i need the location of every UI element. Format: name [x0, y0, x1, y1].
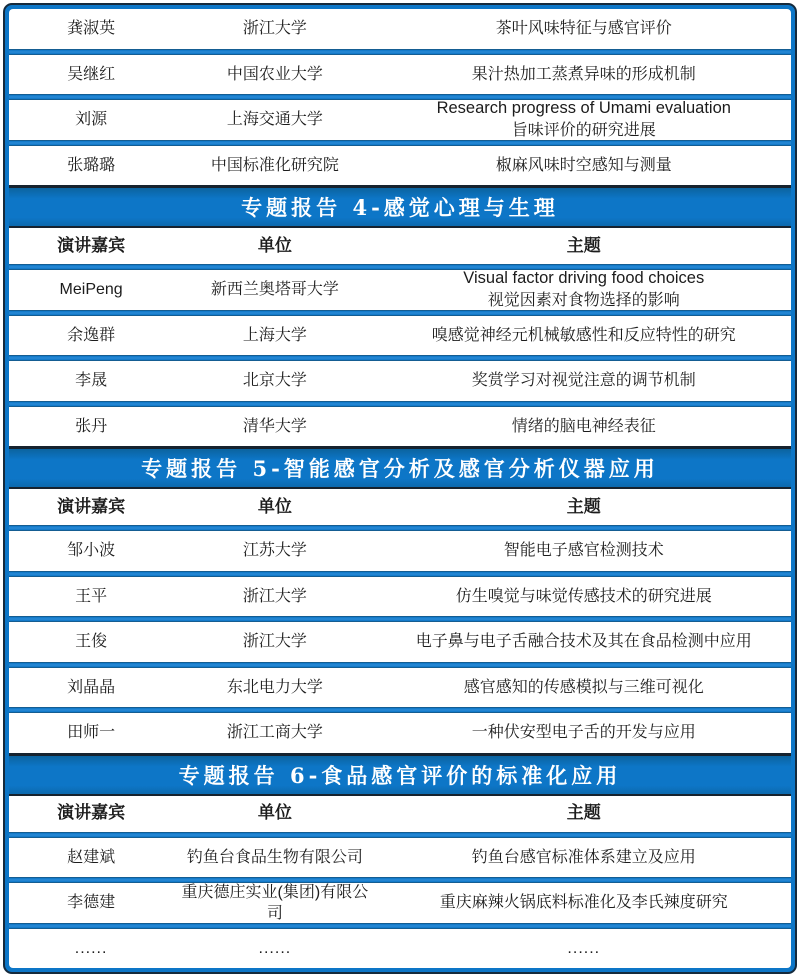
topic-cell: 情绪的脑电神经表征 — [511, 417, 656, 435]
org-cell: 浙江大学 — [242, 633, 307, 651]
topic-cell: 钓鱼台感官标准体系建立及应用 — [471, 848, 696, 866]
speaker-cell: 李德建 — [67, 894, 116, 912]
section-title: 专题报告 6-食品感官评价的标准化应用 — [178, 762, 622, 788]
table-row — [9, 577, 791, 617]
table-row — [9, 361, 791, 401]
speaker-cell: 刘晶晶 — [67, 678, 116, 696]
topic-cell — [377, 98, 791, 141]
topic-cell: ...... — [567, 939, 601, 957]
topic-line-en: Research progress of Umami evaluation — [436, 99, 731, 118]
topic-cell: 果汁热加工蒸煮异味的形成机制 — [471, 65, 696, 83]
speaker-cell: 刘源 — [75, 111, 108, 129]
topic-cell: 智能电子感官检测技术 — [503, 542, 664, 560]
table-row — [9, 668, 791, 708]
org-cell: 中国农业大学 — [226, 65, 323, 83]
table-row — [9, 270, 791, 310]
table-row — [9, 929, 791, 969]
table-row — [9, 9, 791, 49]
org-cell: 浙江大学 — [242, 20, 307, 38]
org-cell: 钓鱼台食品生物有限公司 — [186, 848, 363, 866]
topic-cell: 椒麻风味时空感知与测量 — [495, 156, 672, 174]
column-header-row — [9, 796, 791, 832]
table-row — [9, 838, 791, 878]
org-cell: 清华大学 — [242, 417, 307, 435]
speaker-cell: 李晟 — [75, 372, 108, 390]
column-header-org: 单位 — [257, 496, 292, 516]
column-header-topic: 主题 — [566, 496, 601, 516]
section-header — [9, 753, 791, 796]
table-row — [9, 622, 791, 662]
org-cell: 中国标准化研究院 — [210, 156, 339, 174]
speaker-cell: 王平 — [75, 587, 108, 605]
org-cell: ...... — [258, 939, 292, 957]
topic-cell: 茶叶风味特征与感官评价 — [495, 20, 672, 38]
section-title: 专题报告 5-智能感官分析及感官分析仪器应用 — [141, 456, 659, 481]
topic-cell: 电子鼻与电子舌融合技术及其在食品检测中应用 — [415, 633, 752, 651]
table-row — [9, 146, 791, 186]
column-header-topic: 主题 — [566, 235, 601, 255]
column-header-org: 单位 — [257, 803, 292, 823]
table-row — [9, 55, 791, 95]
program-table — [3, 3, 797, 974]
org-cell: 重庆德庄实业(集团)有限公司 — [181, 883, 369, 922]
column-header-speaker: 演讲嘉宾 — [57, 235, 126, 255]
topic-cell — [377, 268, 791, 311]
topic-line-zh: 旨味评价的研究进展 — [511, 122, 656, 140]
speaker-cell: 余逸群 — [67, 326, 116, 344]
org-cell: 上海交通大学 — [226, 111, 323, 129]
column-header-row — [9, 228, 791, 264]
speaker-cell: 张丹 — [75, 417, 108, 435]
column-header-speaker: 演讲嘉宾 — [57, 496, 126, 516]
org-cell: 浙江工商大学 — [226, 724, 323, 742]
topic-cell: 一种伏安型电子舌的开发与应用 — [471, 724, 696, 742]
table-row — [9, 713, 791, 753]
column-header-row — [9, 489, 791, 525]
speaker-cell: 龚淑英 — [67, 20, 116, 38]
topic-cell: 仿生嗅觉与味觉传感技术的研究进展 — [455, 587, 712, 605]
org-cell: 新西兰奥塔哥大学 — [210, 281, 339, 299]
program-table-body — [9, 9, 791, 968]
org-cell: 江苏大学 — [242, 542, 307, 560]
table-row — [9, 316, 791, 356]
org-cell: 东北电力大学 — [226, 678, 323, 696]
speaker-cell: 王俊 — [75, 633, 108, 651]
topic-cell: 嗅感觉神经元机械敏感性和反应特性的研究 — [431, 326, 736, 344]
speaker-cell: 田师一 — [67, 724, 116, 742]
table-row — [9, 883, 791, 923]
topic-cell: 奖赏学习对视觉注意的调节机制 — [471, 372, 696, 390]
org-cell: 北京大学 — [242, 372, 307, 390]
column-header-org: 单位 — [257, 235, 292, 255]
speaker-cell: MeiPeng — [59, 281, 123, 299]
speaker-cell: ...... — [74, 939, 108, 957]
topic-line-en: Visual factor driving food choices — [463, 269, 705, 288]
table-row — [9, 531, 791, 571]
column-header-speaker: 演讲嘉宾 — [57, 803, 126, 823]
topic-cell: 感官感知的传感模拟与三维可视化 — [463, 678, 704, 696]
speaker-cell: 邹小波 — [67, 542, 116, 560]
speaker-cell: 赵建斌 — [67, 848, 116, 866]
column-header-topic: 主题 — [566, 803, 601, 823]
speaker-cell: 吴继红 — [67, 65, 116, 83]
section-title: 专题报告 4-感觉心理与生理 — [241, 195, 559, 220]
topic-cell: 重庆麻辣火锅底料标准化及李氏辣度研究 — [439, 894, 728, 912]
org-cell: 浙江大学 — [242, 587, 307, 605]
speaker-cell: 张璐璐 — [67, 156, 116, 174]
section-header — [9, 446, 791, 489]
section-header — [9, 185, 791, 228]
org-cell: 上海大学 — [242, 326, 307, 344]
table-row — [9, 100, 791, 140]
topic-line-zh: 视觉因素对食物选择的影响 — [487, 292, 680, 310]
table-row — [9, 407, 791, 447]
